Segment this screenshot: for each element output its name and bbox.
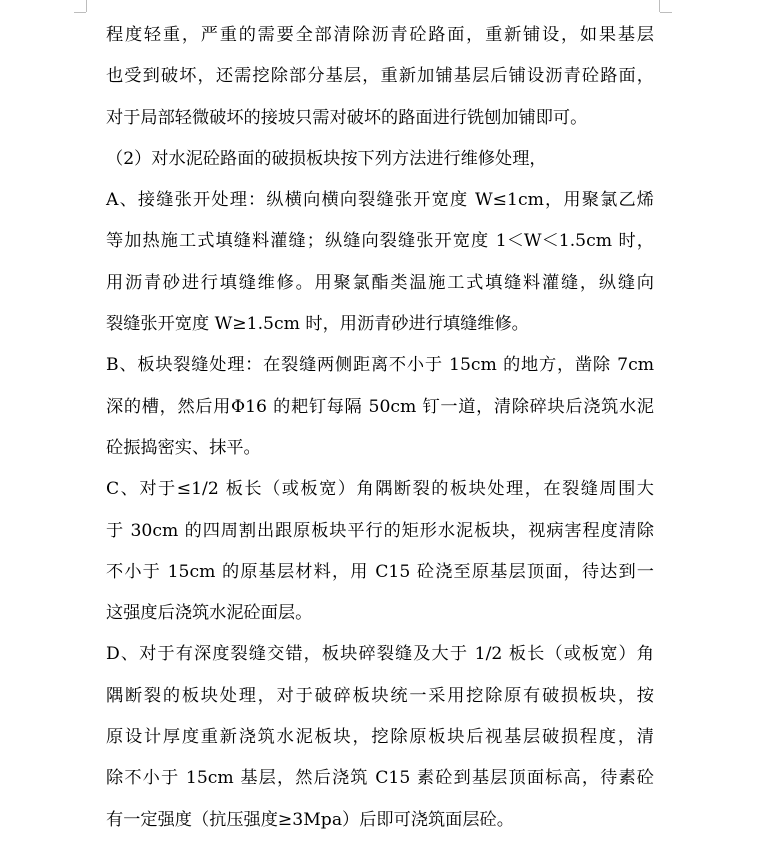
text-line: 程度轻重，严重的需要全部清除沥青砼路面，重新铺设，如果基层 [106, 25, 654, 45]
text-line: 等加热施工式填缝料灌缝；纵缝向裂缝张开宽度 1＜W＜1.5cm 时， [106, 231, 654, 252]
text-line: 隅断裂的板块处理，对于破碎板块统一采用挖除原有破损板块，按 [106, 685, 654, 706]
crop-mark-top-left-horizontal [74, 12, 86, 13]
text-line: 裂缝张开宽度 W≥1.5cm 时，用沥青砂进行填缝维修。 [106, 314, 529, 335]
text-line: A、接缝张开处理：纵横向横向裂缝张开宽度 W≤1cm，用聚氯乙烯 [106, 190, 654, 211]
text-line: （2）对水泥砼路面的破损板块按下列方法进行维修处理， [106, 148, 547, 169]
text-line: 也受到破坏，还需挖除部分基层，重新加铺基层后铺设沥青砼路面， [106, 66, 654, 87]
text-line: D、对于有深度裂缝交错，板块碎裂缝及大于 1/2 板长（或板宽）角 [106, 644, 654, 665]
text-line: 于 30cm 的四周割出跟原板块平行的矩形水泥板块，视病害程度清除 [106, 520, 654, 541]
document-body-text [106, 15, 654, 841]
text-line: 原设计厚度重新浇筑水泥板块，挖除原板块后视基层破损程度，清 [106, 727, 654, 748]
crop-mark-top-right-horizontal [660, 12, 672, 13]
crop-mark-top-left-vertical [86, 0, 87, 12]
text-line: 除不小于 15cm 基层，然后浇筑 C15 素砼到基层顶面标高，待素砼 [106, 768, 654, 789]
text-line: 深的槽，然后用Φ16 的耙钉每隔 50cm 钉一道，清除碎块后浇筑水泥 [106, 396, 654, 417]
text-line: 砼振捣密实、抹平。 [106, 437, 261, 458]
text-line: C、对于≤1/2 板长（或板宽）角隅断裂的板块处理，在裂缝周围大 [106, 479, 654, 500]
crop-mark-top-right-vertical [659, 0, 660, 12]
text-line: 对于局部轻微破坏的接坡只需对破坏的路面进行铣刨加铺即可。 [106, 107, 588, 128]
text-line: 这强度后浇筑水泥砼面层。 [106, 603, 313, 624]
text-line: 不小于 15cm 的原基层材料，用 C15 砼浇至原基层顶面，待达到一 [106, 561, 654, 582]
text-line: 有一定强度（抗压强度≥3Mpa）后即可浇筑面层砼。 [106, 809, 514, 830]
text-line: 用沥青砂进行填缝维修。用聚氯酯类温施工式填缝料灌缝，纵缝向 [106, 272, 654, 293]
text-line: B、板块裂缝处理：在裂缝两侧距离不小于 15cm 的地方，凿除 7cm [106, 355, 654, 376]
